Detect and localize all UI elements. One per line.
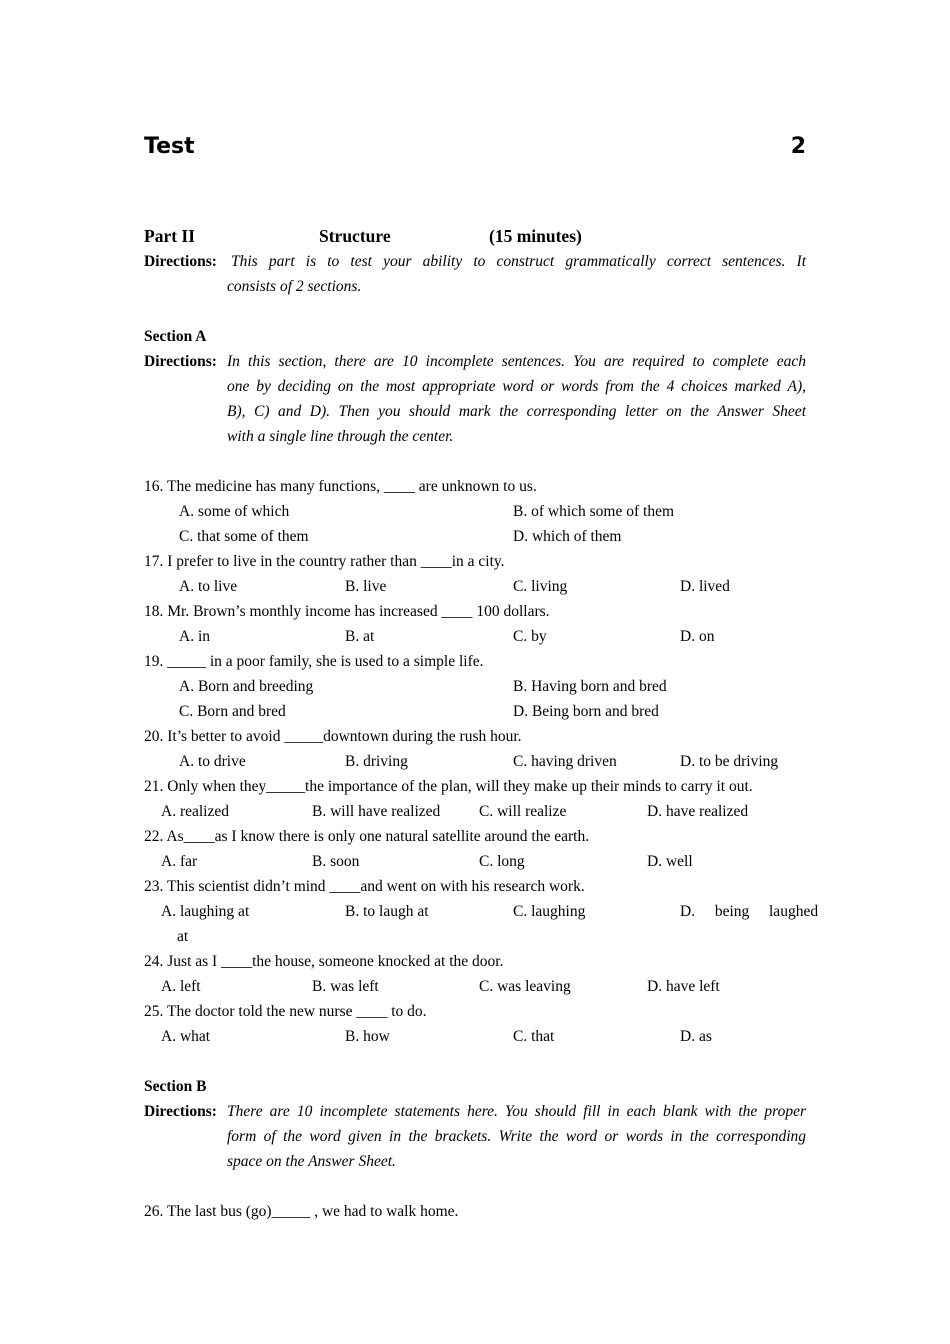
option: C. long [479, 853, 525, 870]
option: A. some of which [179, 503, 290, 520]
option: D. which of them [513, 528, 622, 545]
option: A. to live [179, 578, 238, 595]
option: D. as [680, 1028, 712, 1045]
options-row [144, 799, 806, 824]
option: A. realized [161, 803, 229, 820]
question: 16. The medicine has many functions, ____ are unknown to us. [144, 478, 537, 495]
option: A. laughing at [161, 903, 250, 920]
option: B. was left [312, 978, 379, 995]
question: 17. I prefer to live in the country rather than ____in a city. [144, 553, 505, 570]
option: C. living [513, 578, 568, 595]
option: A. what [161, 1028, 211, 1045]
option-wrap: at [177, 928, 189, 945]
option: A. far [161, 853, 198, 870]
directions-line: form of the word given in the brackets. Write the word or words in the corresponding [227, 1128, 806, 1145]
option: D. lived [680, 578, 730, 595]
options-row [144, 899, 819, 924]
directions-line: B), C) and D). Then you should mark the corresponding letter on the Answer Sheet [227, 403, 806, 420]
directions-label: Directions: [144, 353, 217, 370]
options-row [144, 574, 806, 599]
question: 20. It’s better to avoid _____downtown during the rush hour. [144, 728, 522, 745]
options-row [144, 699, 806, 724]
document-body [144, 224, 819, 1224]
options-row [144, 1024, 806, 1049]
options-row [144, 674, 806, 699]
option: D. Being born and bred [513, 703, 659, 720]
part-directions [144, 249, 806, 274]
option: B. soon [312, 853, 360, 870]
option: B. driving [345, 753, 408, 770]
option: A. left [161, 978, 201, 995]
section-a-directions [144, 349, 806, 449]
test-header [144, 134, 806, 159]
option: C. having driven [513, 753, 617, 770]
directions-line: one by deciding on the most appropriate word or words from the 4 choices marked A), [227, 378, 806, 395]
directions-line: This part is to test your ability to construct grammatically correct sentences. It [231, 253, 806, 270]
option: A. to drive [179, 753, 246, 770]
directions-line: space on the Answer Sheet. [227, 1153, 396, 1170]
options-row [144, 624, 806, 649]
option: C. Born and bred [179, 703, 286, 720]
directions-label: Directions: [144, 253, 217, 270]
directions-line: There are 10 incomplete statements here. You should fill in each blank with the proper [227, 1103, 806, 1120]
section-a-title: Section A [144, 328, 207, 345]
question: 24. Just as I ____the house, someone knocked at the door. [144, 953, 504, 970]
option: B. at [345, 628, 375, 645]
question: 19. _____ in a poor family, she is used to a simple life. [144, 653, 484, 670]
option: A. Born and breeding [179, 678, 314, 695]
option: C. that some of them [179, 528, 309, 545]
question: 18. Mr. Brown’s monthly income has increased ____ 100 dollars. [144, 603, 550, 620]
question: 22. As____as I know there is only one natural satellite around the earth. [144, 828, 590, 845]
option: D. to be driving [680, 753, 779, 770]
option: C. laughing [513, 903, 586, 920]
options-row [144, 524, 806, 549]
section-b-directions [144, 1099, 806, 1174]
option: B. how [345, 1028, 390, 1045]
options-row [144, 499, 806, 524]
part-time: (15 minutes) [489, 226, 582, 246]
option: B. to laugh at [345, 903, 429, 920]
section-b-title: Section B [144, 1078, 207, 1095]
option: B. will have realized [312, 803, 441, 820]
question: 21. Only when they_____the importance of the plan, will they make up their minds to carry it out. [144, 778, 753, 795]
options-row [144, 849, 806, 874]
part-topic: Structure [319, 226, 391, 246]
option: C. by [513, 628, 547, 645]
question: 25. The doctor told the new nurse ____ to do. [144, 1003, 427, 1020]
option: D. being laughed [680, 903, 819, 920]
option: C. that [513, 1028, 555, 1045]
question: 26. The last bus (go)_____ , we had to walk home. [144, 1203, 459, 1220]
option: D. have realized [647, 803, 749, 820]
directions-line: consists of 2 sections. [227, 278, 362, 295]
option: B. live [345, 578, 387, 595]
option: B. Having born and bred [513, 678, 667, 695]
option: C. will realize [479, 803, 567, 820]
directions-label: Directions: [144, 1103, 217, 1120]
part-heading [144, 224, 806, 249]
part-name: Part II [144, 226, 196, 246]
directions-line: with a single line through the center. [227, 428, 454, 445]
test-title: Test [144, 134, 195, 159]
option: B. of which some of them [513, 503, 675, 520]
test-number: 2 [790, 134, 806, 159]
question: 23. This scientist didn’t mind ____and went on with his research work. [144, 878, 585, 895]
option: A. in [179, 628, 210, 645]
options-row [144, 924, 806, 949]
option: D. well [647, 853, 693, 870]
options-row [144, 749, 806, 774]
options-row [144, 974, 806, 999]
option: C. was leaving [479, 978, 571, 995]
option: D. have left [647, 978, 720, 995]
option: D. on [680, 628, 715, 645]
directions-line: In this section, there are 10 incomplete sentences. You are required to complete each [227, 353, 806, 370]
